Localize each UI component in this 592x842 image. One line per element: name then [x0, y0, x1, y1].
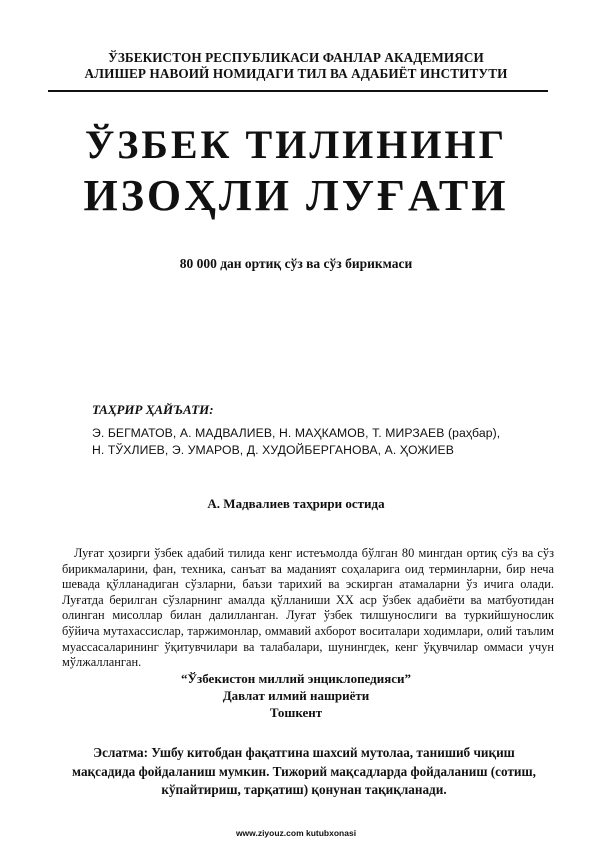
subtitle: 80 000 дан ортиқ сўз ва сўз бирикмаси — [179, 256, 413, 271]
publisher-block — [0, 670, 592, 721]
publisher-name: “Ўзбекистон миллий энциклопедияси” — [180, 671, 412, 686]
title-line-1: ЎЗБЕК ТИЛИНИНГ — [84, 122, 508, 167]
footer-url: www.ziyouz.com kutubxonasi — [235, 828, 357, 838]
publisher-type: Давлат илмий нашриёти — [222, 688, 370, 703]
notice-line-3: кўпайтириш, тарқатиш) қонунан тақиқланади. — [161, 782, 447, 797]
description-paragraph: Луғат ҳозирги ўзбек адабий тилида кенг истеъмолда бўлган 80 мингдан ортиқ сўз ва сўз бирикмаларини, фан, техника, санъат ва маданият соҳаларига оид терминларни, бир неча шевада қўлланадиган сўзларни, баъзи тарихий ва эскирган атамаларни ўз ичига олади. Луғатда берилган сўзларнинг амалда қўлланиши XX аср ўзбек адабиёти ва матбуотидан олинган мисоллар билан далилланган. Луғат ўзбек тилшунослиги ва туркийшунослик бўйича мутахассислар, таржимонлар, оммавий ахборот воситалари ходимлари, олий таълим муассасаларининг ўқитувчилари ва талабалари, шунингдек, кенг ўқувчилар оммаси учун мўлжалланган. — [62, 546, 554, 670]
editorial-board-label: ТАҲРИР ҲАЙЪАТИ: — [92, 402, 214, 417]
editor-line: А. Мадвалиев таҳрири остида — [207, 496, 385, 511]
notice-block — [54, 744, 554, 800]
editorial-board-names-line-1: Э. БЕГМАТОВ, А. МАДВАЛИЕВ, Н. МАҲКАМОВ, Т. МИРЗАЕВ (раҳбар), — [92, 426, 501, 440]
editorial-board-names — [92, 425, 552, 459]
header-divider — [48, 90, 548, 92]
institution-line-2: АЛИШЕР НАВОИЙ НОМИДАГИ ТИЛ ВА АДАБИЁТ ИНСТИТУТИ — [84, 66, 508, 81]
notice-line-1: Эслатма: Ушбу китобдан фақатгина шахсий мутолаа, танишиб чиқиш — [93, 745, 515, 760]
notice-line-2: мақсадида фойдаланиш мумкин. Тижорий мақсадларда фойдаланиш (сотиш, — [72, 763, 536, 779]
publisher-city: Тошкент — [269, 705, 323, 720]
institution-line-1: ЎЗБЕКИСТОН РЕСПУБЛИКАСИ ФАНЛАР АКАДЕМИЯСИ — [108, 50, 484, 65]
editorial-board-names-line-2: Н. ТЎХЛИЕВ, Э. УМАРОВ, Д. ХУДОЙБЕРГАНОВА, А. ҲОЖИЕВ — [92, 443, 455, 457]
title-line-2: ИЗОҲЛИ ЛУҒАТИ — [83, 171, 509, 220]
